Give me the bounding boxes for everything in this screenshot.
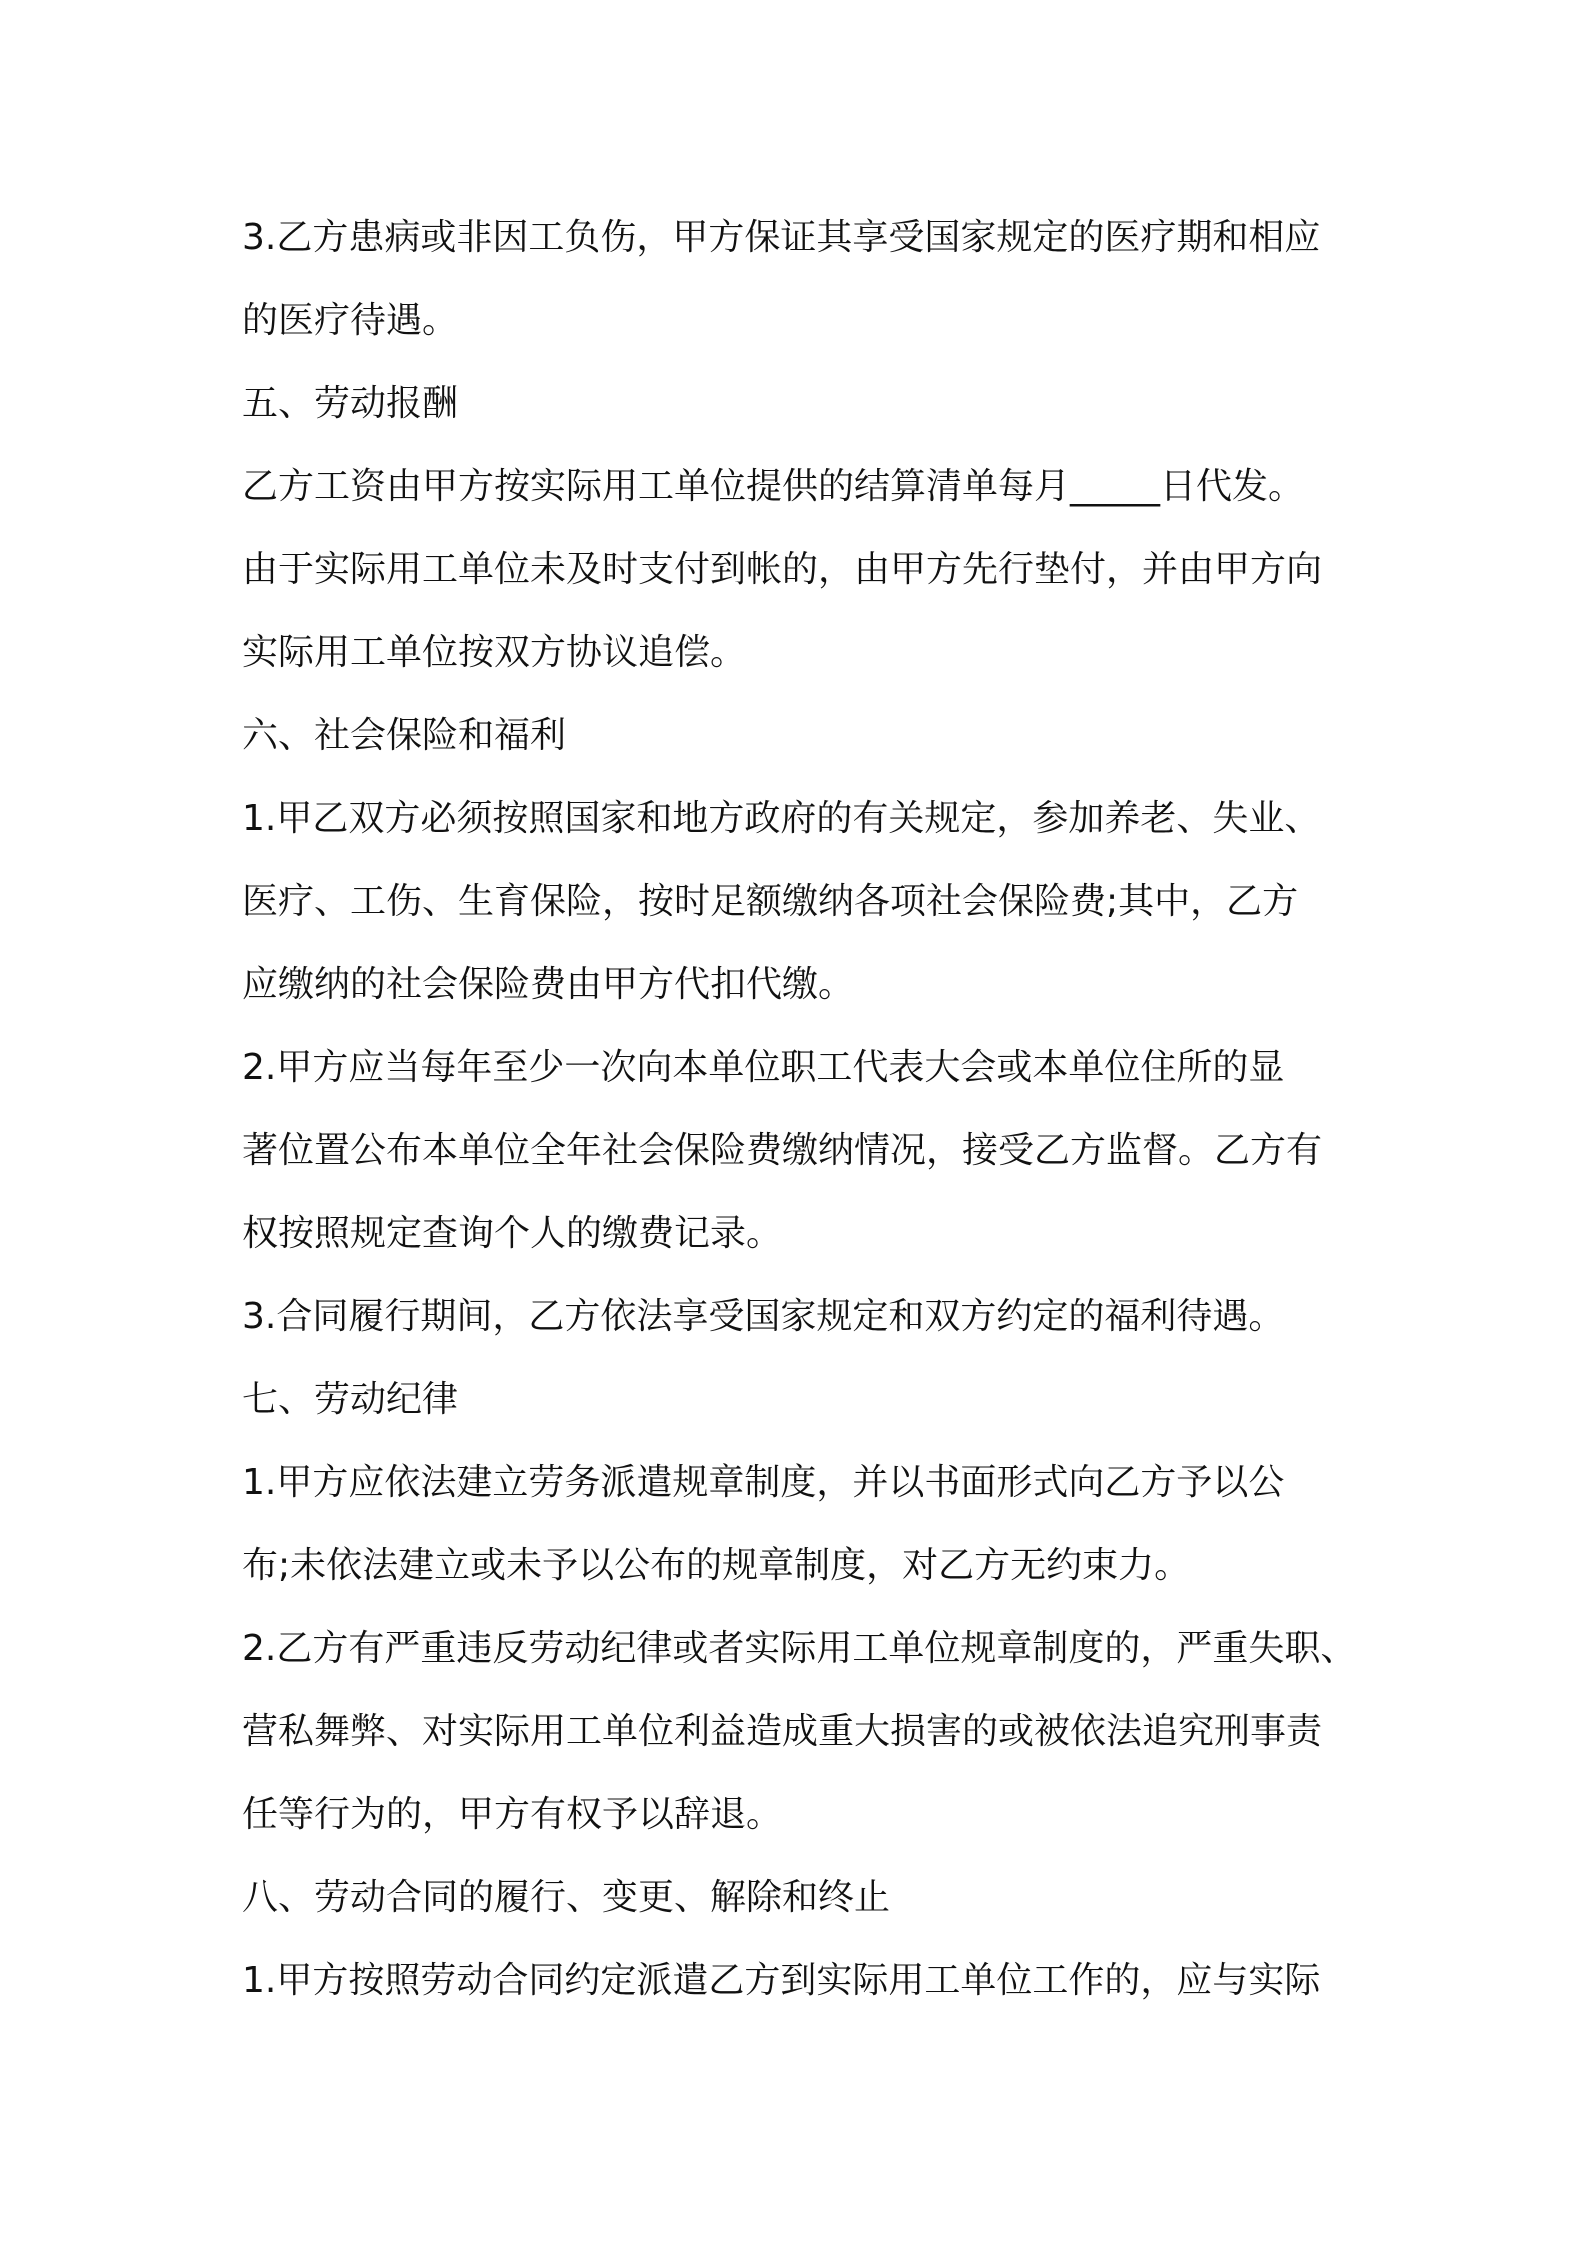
text-line: 2.甲方应当每年至少一次向本单位职工代表大会或本单位住所的显 xyxy=(242,1047,1285,1088)
text-line: 2.乙方有严重违反劳动纪律或者实际用工单位规章制度的，严重失职、 xyxy=(242,1628,1357,1669)
text-line: 营私舞弊、对实际用工单位利益造成重大损害的或被依法追究刑事责 xyxy=(242,1711,1323,1752)
text-line: 1.甲方按照劳动合同约定派遣乙方到实际用工单位工作的，应与实际 xyxy=(242,1960,1321,2001)
paragraph xyxy=(242,196,1362,362)
text-line: 五、劳动报酬 xyxy=(242,383,459,424)
paragraph xyxy=(242,445,1362,694)
text-line: 乙方工资由甲方按实际用工单位提供的结算清单每月_____日代发。 xyxy=(242,466,1305,507)
section-heading xyxy=(242,694,1362,777)
text-line: 七、劳动纪律 xyxy=(242,1379,459,1420)
text-line: 1.甲方应依法建立劳务派遣规章制度，并以书面形式向乙方予以公 xyxy=(242,1462,1285,1503)
paragraph xyxy=(242,1607,1362,1856)
text-line: 应缴纳的社会保险费由甲方代扣代缴。 xyxy=(242,964,855,1005)
text-line: 权按照规定查询个人的缴费记录。 xyxy=(242,1213,783,1254)
text-line: 的医疗待遇。 xyxy=(242,300,459,341)
text-line: 医疗、工伤、生育保险，按时足额缴纳各项社会保险费;其中，乙方 xyxy=(242,881,1299,922)
paragraph xyxy=(242,777,1362,1026)
document-body xyxy=(242,196,1362,2022)
text-line: 3.合同履行期间，乙方依法享受国家规定和双方约定的福利待遇。 xyxy=(242,1296,1285,1337)
paragraph xyxy=(242,1441,1362,1607)
text-line: 八、劳动合同的履行、变更、解除和终止 xyxy=(242,1877,891,1918)
text-line: 布;未依法建立或未予以公布的规章制度，对乙方无约束力。 xyxy=(242,1545,1191,1586)
section-heading xyxy=(242,1856,1362,1939)
text-line: 3.乙方患病或非因工负伤，甲方保证其享受国家规定的医疗期和相应 xyxy=(242,217,1321,258)
text-line: 六、社会保险和福利 xyxy=(242,715,567,756)
paragraph xyxy=(242,1939,1362,2022)
section-heading xyxy=(242,362,1362,445)
text-line: 由于实际用工单位未及时支付到帐的，由甲方先行垫付，并由甲方向 xyxy=(242,549,1323,590)
paragraph xyxy=(242,1275,1362,1358)
text-line: 实际用工单位按双方协议追偿。 xyxy=(242,632,747,673)
paragraph xyxy=(242,1026,1362,1275)
text-line: 著位置公布本单位全年社会保险费缴纳情况，接受乙方监督。乙方有 xyxy=(242,1130,1323,1171)
text-line: 任等行为的，甲方有权予以辞退。 xyxy=(242,1794,783,1835)
section-heading xyxy=(242,1358,1362,1441)
text-line: 1.甲乙双方必须按照国家和地方政府的有关规定，参加养老、失业、 xyxy=(242,798,1321,839)
